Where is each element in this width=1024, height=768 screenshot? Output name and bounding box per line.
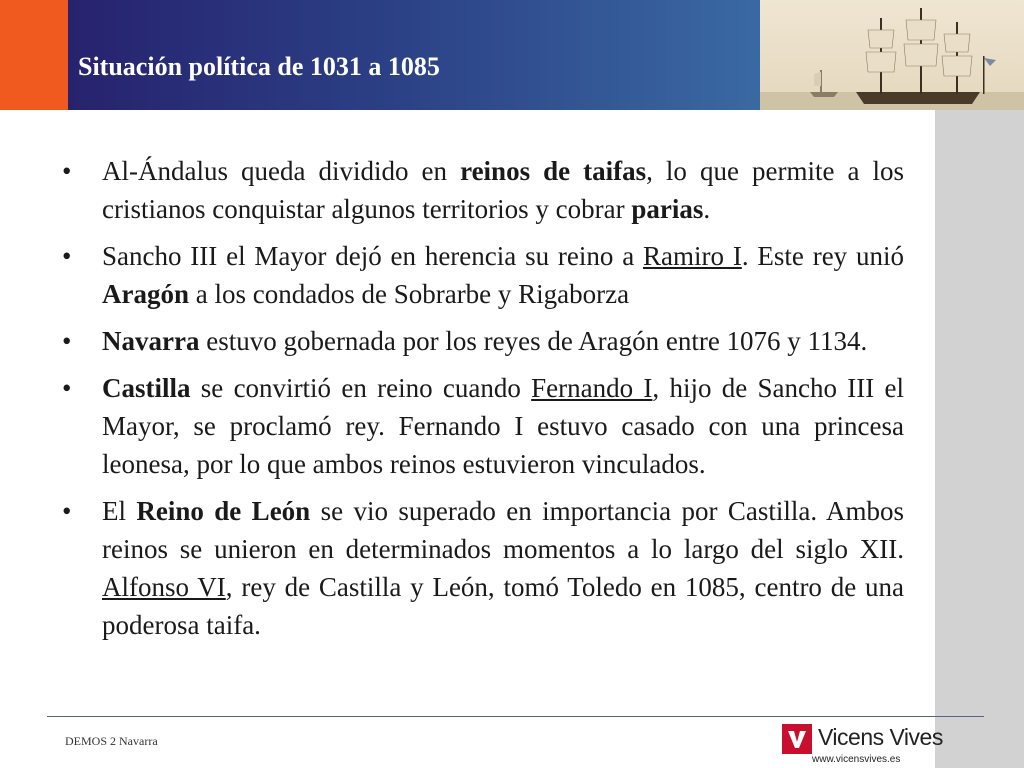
bullet-text: , lo que permite a los cristianos conquistar algunos territorios y cobrar: [102, 156, 904, 224]
logo-name: Vicens Vives: [818, 724, 943, 750]
bold-term: Castilla: [102, 373, 191, 403]
bullet-list: [62, 152, 904, 653]
bullet-text: .: [703, 194, 711, 224]
slide-header: [0, 0, 1024, 110]
bullet-text: El: [102, 496, 137, 526]
bullet-item: [62, 322, 904, 360]
right-side-band: [935, 110, 1024, 768]
footer-course-label: DEMOS 2 Navarra: [65, 734, 158, 748]
title-band: [68, 0, 760, 110]
underlined-name: Fernando I: [531, 373, 653, 403]
bullet-text: , hijo de Sancho III el Mayor, se proclamó rey. Fernando I estuvo casado con una princesa leonesa, por lo que ambos reinos estuvieron vinculados.: [102, 373, 905, 479]
sailing-ships-image: [760, 0, 1024, 110]
bold-term: Aragón: [102, 279, 189, 309]
underlined-name: Alfonso VI: [102, 572, 226, 602]
bullet-item: [62, 237, 904, 313]
footer-divider: [47, 716, 984, 717]
bullet-marker: •: [62, 326, 72, 356]
underlined-name: Ramiro I: [643, 241, 742, 271]
vicens-vives-logo: [782, 724, 943, 768]
bullet-text: se vio superado en importancia por Castilla. Ambos reinos se unieron en determinados momentos a lo largo del siglo XII.: [102, 496, 905, 564]
bold-term: parias: [631, 194, 704, 224]
slide-title: Situación política de 1031 a 1085: [78, 52, 440, 81]
bold-term: Reino de León: [136, 496, 311, 526]
logo-v-mark-icon: [782, 724, 812, 754]
bullet-marker: •: [62, 496, 72, 526]
bullet-text: . Este rey unió: [741, 241, 905, 271]
bold-term: Navarra: [102, 326, 200, 356]
bullet-text: se convirtió en reino cuando: [190, 373, 532, 403]
bullet-marker: •: [62, 373, 72, 403]
bullet-item: [62, 369, 904, 483]
bullet-marker: •: [62, 241, 72, 271]
logo-url: www.vicensvives.es: [812, 754, 901, 765]
bullet-text: Al-Ándalus queda dividido en: [102, 156, 461, 186]
bold-term: reinos de taifas: [460, 156, 647, 186]
orange-accent-block: [0, 0, 68, 110]
bullet-text: estuvo gobernada por los reyes de Aragón entre 1076 y 1134.: [199, 326, 868, 356]
bullet-marker: •: [62, 156, 72, 186]
bullet-text: , rey de Castilla y León, tomó Toledo en 1085, centro de una poderosa taifa.: [102, 572, 904, 640]
bullet-text: Sancho III el Mayor dejó en herencia su reino a: [102, 241, 644, 271]
bullet-item: [62, 152, 904, 228]
bullet-text: a los condados de Sobrarbe y Rigaborza: [189, 279, 630, 309]
bullet-item: [62, 492, 904, 644]
